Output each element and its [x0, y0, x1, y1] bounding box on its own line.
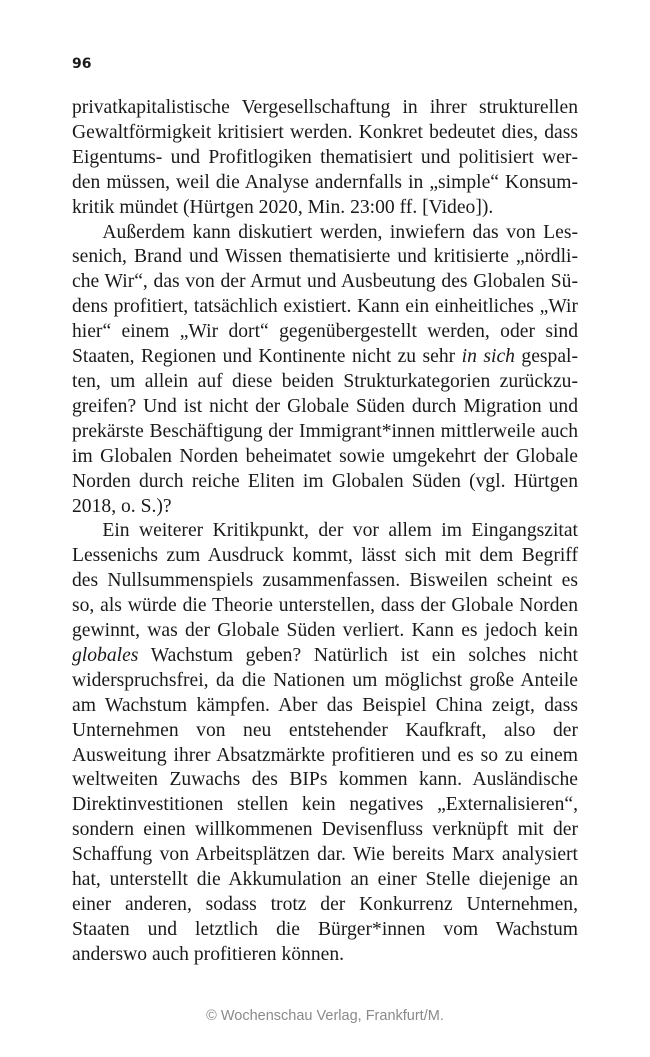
paragraph-3: Ein weiterer Kritikpunkt, der vor allem im Eingangszitat Lessenichs zum Ausdruck kommt, lässt sich mit dem Begriff des Nullsummenspiels zusammenfassen. Bisweilen scheint es so, als würde die Theorie unterstellen, dass der Globale Norden gewinnt, was der Globale Süden verliert. Kann es jedoch kein globales Wachstum geben? Natürlich ist ein solches nicht widerspruchsfrei, da die Nationen um möglichst große Anteile am Wachstum kämpfen. Aber das Beispiel China zeigt, dass Unternehmen von neu entstehender Kaufkraft, also der Ausweitung ihrer Absatzmärkte profitieren und es so zu einem weltweiten Zuwachs des BIPs kommen kann. Ausländische Direktinvestitionen stellen kein negatives „Externalisieren“, sondern einen willkommenen Devisenfluss verknüpft mit der Schaffung von Arbeitsplätzen dar. Wie bereits Marx analysiert hat, unterstellt die Akkumulation an einer Stelle diejenige an einer anderen, sodass trotz der Konkurrenz Unternehmen, Staaten und letztlich die Bürger*innen vom Wachstum anderswo auch profitieren können.: [72, 520, 578, 965]
paragraph-1: privatkapitalistische Vergesellschaftung in ihrer strukturellen Gewaltförmigkeit kritisiert werden. Konkret bedeutet dies, dass Eigentums- und Profitlogiken thematisiert und politisiert werden müssen, weil die Analyse andernfalls in „simple“ Konsumkritik mündet (Hürtgen 2020, Min. 23:00 ff. [Video]).: [72, 97, 578, 218]
body-text: [72, 96, 578, 968]
paragraph-2: Außerdem kann diskutiert werden, inwiefern das von Lessenich, Brand und Wissen thematisierte und kritisierte „nördliche Wir“, das von der Armut und Ausbeutung des Globalen Südens profitiert, tatsächlich existiert. Kann ein einheitliches „Wir hier“ einem „Wir dort“ gegenübergestellt werden, oder sind Staaten, Regionen und Kontinente nicht zu sehr in sich gespalten, um allein auf diese beiden Strukturkategorien zurückzugreifen? Und ist nicht der Globale Süden durch Migration und prekärste Beschäftigung der Immigrant*innen mittlerweile auch im Globalen Norden beheimatet sowie umgekehrt der Globale Norden durch reiche Eliten im Globalen Süden (vgl. Hürtgen 2018, o. S.)?: [72, 221, 578, 517]
copyright-footer: © Wochenschau Verlag, Frankfurt/M.: [206, 1008, 444, 1024]
page-number: 96: [72, 56, 92, 72]
